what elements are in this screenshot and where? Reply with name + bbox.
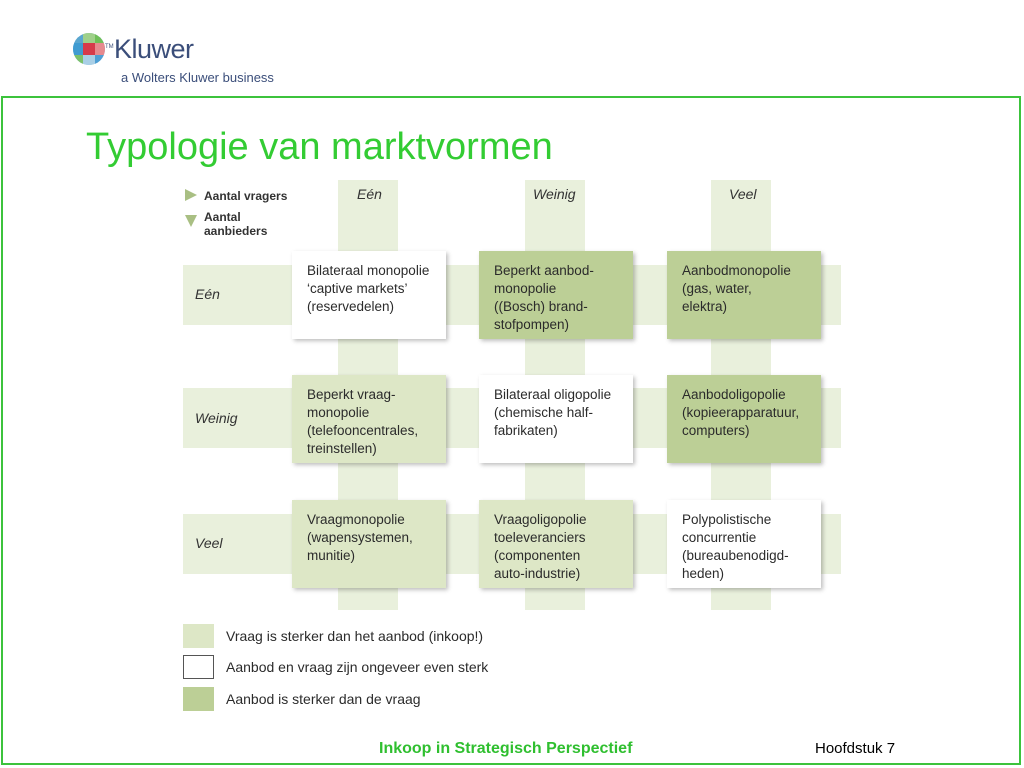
column-header-een: Eén: [357, 186, 382, 202]
axis-label-vragers: Aantal vragers: [204, 189, 288, 203]
footer-book-title: Inkoop in Strategisch Perspectief: [379, 740, 633, 757]
cell-line: (bureaubenodigd-: [682, 548, 789, 563]
arrow-down-icon: [184, 214, 198, 228]
cell-line: ‘captive markets’: [307, 281, 408, 296]
cell-line: (kopieerapparatuur,: [682, 405, 800, 420]
cell-line: Vraagoligopolie: [494, 512, 587, 527]
cell-polypolistische-concurrentie: [667, 500, 821, 588]
cell-line: Beperkt aanbod-: [494, 263, 594, 278]
cell-line: monopolie: [494, 281, 557, 296]
cell-line: (telefooncentrales,: [307, 423, 419, 438]
cell-line: fabrikaten): [494, 423, 558, 438]
cell-line: elektra): [682, 299, 728, 314]
cell-line: (chemische half-: [494, 405, 594, 420]
cell-line: Bilateraal oligopolie: [494, 387, 612, 402]
cell-line: concurrentie: [682, 530, 757, 545]
cell-line: treinstellen): [307, 441, 377, 456]
logo-trademark: TM: [105, 44, 114, 50]
cell-line: (gas, water,: [682, 281, 752, 296]
cell-line: Aanbodmonopolie: [682, 263, 791, 278]
cell-line: monopolie: [307, 405, 370, 420]
legend-swatch-even-sterk: [183, 655, 214, 679]
row-header-veel: Veel: [195, 535, 223, 551]
logo-tagline: a Wolters Kluwer business: [121, 70, 274, 85]
cell-line: munitie): [307, 548, 356, 563]
row-header-weinig: Weinig: [195, 410, 238, 426]
cell-line: auto-industrie): [494, 566, 581, 581]
legend-label-vraag-sterker: Vraag is sterker dan het aanbod (inkoop!): [226, 628, 484, 644]
kluwer-logo: [72, 30, 312, 90]
cell-aanbodoligopolie: [667, 375, 821, 463]
cell-beperkt-vraagmonopolie: [292, 375, 446, 463]
cell-line: Polypolistische: [682, 512, 772, 527]
cell-line: (wapensystemen,: [307, 530, 413, 545]
slide-title: Typologie van marktvormen: [86, 126, 553, 168]
cell-vraagmonopolie: [292, 500, 446, 588]
cell-line: Aanbodoligopolie: [682, 387, 786, 402]
cell-line: ((Bosch) brand-: [494, 299, 588, 314]
kluwer-globe-icon: [72, 32, 106, 66]
axis-label-aanbieders: Aantal aanbieders: [204, 210, 268, 238]
cell-line: Beperkt vraag-: [307, 387, 396, 402]
legend-swatch-aanbod-sterker: [183, 687, 214, 711]
row-header-een: Eén: [195, 286, 220, 302]
cell-line: computers): [682, 423, 750, 438]
cell-line: heden): [682, 566, 725, 581]
legend-label-even-sterk: Aanbod en vraag zijn ongeveer even sterk: [226, 659, 489, 675]
legend-label-aanbod-sterker: Aanbod is sterker dan de vraag: [226, 691, 421, 707]
cell-line: (reservedelen): [307, 299, 395, 314]
cell-line: toeleveranciers: [494, 530, 586, 545]
column-header-weinig: Weinig: [533, 186, 576, 202]
column-header-veel: Veel: [729, 186, 757, 202]
cell-line: Bilateraal monopolie: [307, 263, 430, 278]
footer-chapter: Hoofdstuk 7: [815, 740, 896, 757]
legend-swatch-vraag-sterker: [183, 624, 214, 648]
cell-bilateraal-oligopolie: [479, 375, 633, 463]
arrow-right-icon: [184, 188, 198, 202]
cell-vraagoligopolie: [479, 500, 633, 588]
cell-bilateraal-monopolie: [292, 251, 446, 339]
cell-line: stofpompen): [494, 317, 570, 332]
cell-beperkt-aanbodmonopolie: [479, 251, 633, 339]
cell-aanbodmonopolie: [667, 251, 821, 339]
logo-name: Kluwer: [114, 34, 194, 64]
cell-line: Vraagmonopolie: [307, 512, 405, 527]
cell-line: (componenten: [494, 548, 581, 563]
